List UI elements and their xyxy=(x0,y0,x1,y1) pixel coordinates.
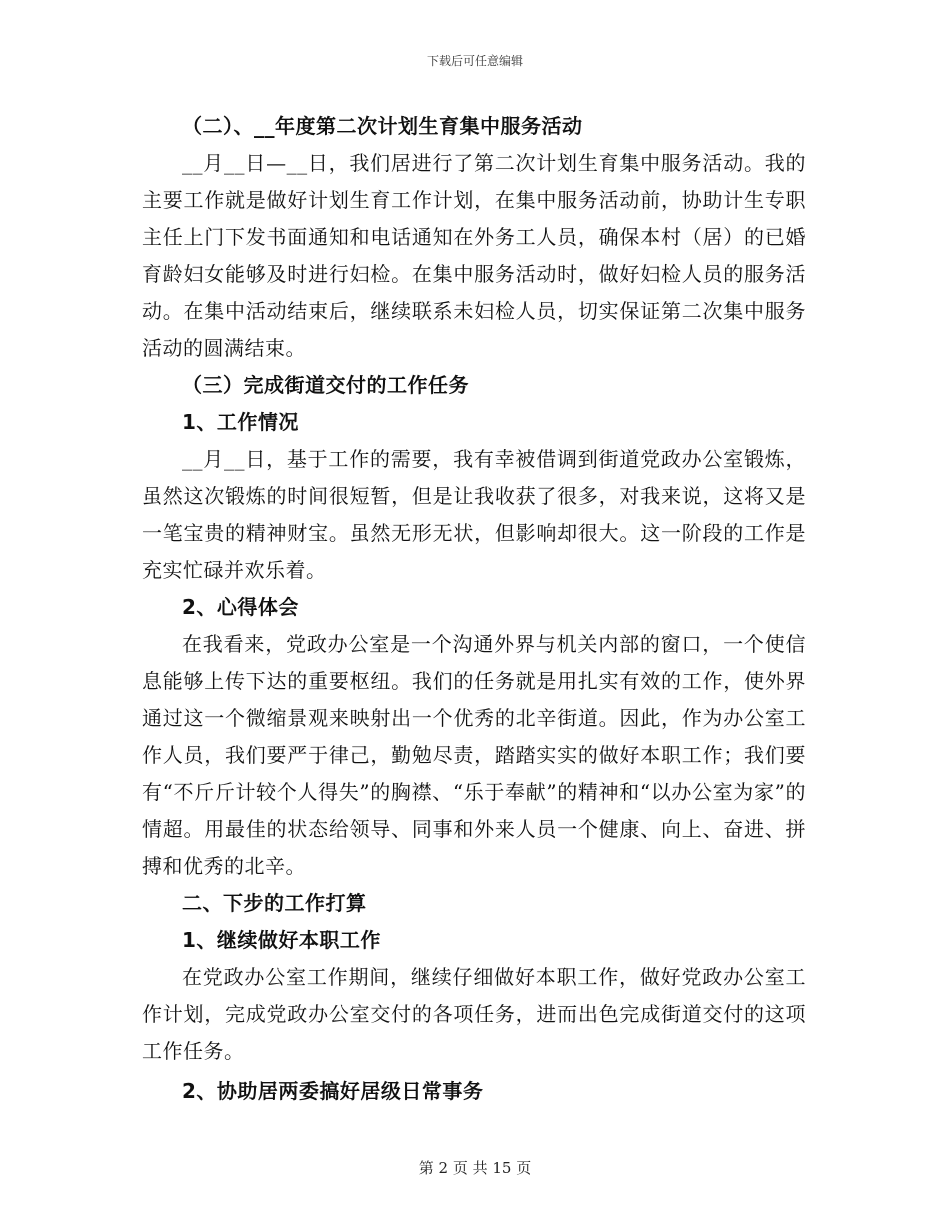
subsection-heading: 1、继续做好本职工作 xyxy=(182,928,381,952)
page-number: 第 2 页 共 15 页 xyxy=(418,1159,532,1177)
subsection-heading: 2、协助居两委搞好居级日常事务 xyxy=(182,1079,484,1103)
body-paragraph: __月__日—__日，我们居进行了第二次计划生育集中服务活动。我的主要工作就是做好计划生育工作计划，在集中服务活动前，协助计生专职主任上门下发书面通知和电话通知在外务工人员，确保本村（居）的已婚育龄妇女能够及时进行妇检。在集中服务活动时，做好妇检人员的服务活动。在集中活动结束后，继续联系未妇检人员，切实保证第二次集中服务活动的圆满结束。 xyxy=(142,151,806,360)
body-paragraph: __月__日，基于工作的需要，我有幸被借调到街道党政办公室锻炼，虽然这次锻炼的时间很短暂，但是让我收获了很多，对我来说，这将又是一笔宝贵的精神财宝。虽然无形无状，但影响却很大。这一阶段的工作是充实忙碌并欢乐着。 xyxy=(142,447,806,582)
subsection-heading: 1、工作情况 xyxy=(182,410,299,434)
subsection-heading: 2、心得体会 xyxy=(182,595,299,619)
body-paragraph: 在党政办公室工作期间，继续仔细做好本职工作，做好党政办公室工作计划，完成党政办公室交付的各项任务，进而出色完成街道交付的这项工作任务。 xyxy=(142,965,806,1063)
section-heading: 二、下步的工作打算 xyxy=(182,891,367,915)
page-header-note: 下载后可任意编辑 xyxy=(426,54,523,68)
body-paragraph: 在我看来，党政办公室是一个沟通外界与机关内部的窗口，一个使信息能够上传下达的重要枢纽。我们的任务就是用扎实有效的工作，使外界通过这一个微缩景观来映射出一个优秀的北辛街道。因此，作为办公室工作人员，我们要严于律己，勤勉尽责，踏踏实实的做好本职工作；我们要有“不斤斤计较个人得失”的胸襟、“乐于奉献”的精神和“以办公室为家”的情超。用最佳的状态给领导、同事和外来人员一个健康、向上、奋进、拼搏和优秀的北辛。 xyxy=(142,632,806,878)
document-body xyxy=(142,108,806,1110)
section-heading: （三）完成街道交付的工作任务 xyxy=(182,373,469,397)
section-heading: （二）、__年度第二次计划生育集中服务活动 xyxy=(182,114,583,138)
